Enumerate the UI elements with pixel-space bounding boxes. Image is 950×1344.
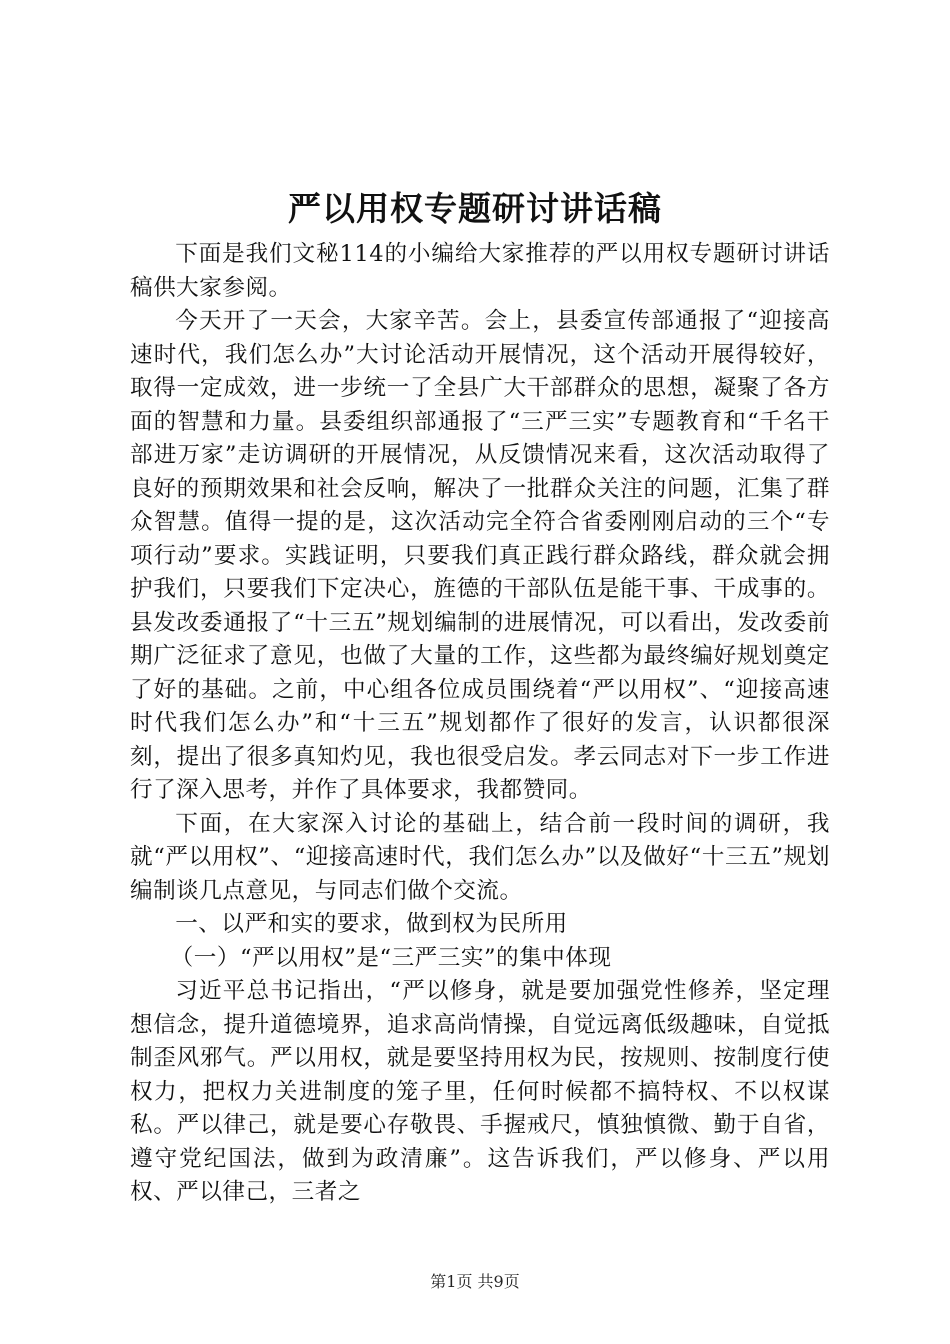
document-body bbox=[130, 238, 830, 1210]
page-footer: 第1页 共9页 bbox=[430, 1272, 520, 1291]
page-title: 严以用权专题研讨讲话稿 bbox=[288, 189, 662, 228]
intro-paragraph: 下面是我们文秘114的小编给大家推荐的严以用权专题研讨讲话稿供大家参阅。 bbox=[130, 241, 830, 301]
subsection-heading: （一）“严以用权”是“三严三实”的集中体现 bbox=[170, 944, 612, 971]
section-heading: 一、以严和实的要求，做到权为民所用 bbox=[175, 911, 568, 937]
body-paragraph: 今天开了一天会，大家辛苦。会上，县委宣传部通报了“迎接高速时代，我们怎么办”大讨论活动开展情况，这个活动开展得较好，取得一定成效，进一步统一了全县广大干部群众的思想，凝聚了各方面的智慧和力量。县委组织部通报了“三严三实”专题教育和“千名干部进万家”走访调研的开展情况，从反馈情况来看，这次活动取得了良好的预期效果和社会反响，解决了一批群众关注的问题，汇集了群众智慧。值得一提的是，这次活动完全符合省委刚刚启动的三个“专项行动”要求。实践证明，只要我们真正践行群众路线，群众就会拥护我们，只要我们下定决心，旌德的干部队伍是能干事、干成事的。县发改委通报了“十三五”规划编制的进展情况，可以看出，发改委前期广泛征求了意见，也做了大量的工作，这些都为最终编好规划奠定了好的基础。之前，中心组各位成员围绕着“严以用权”、“迎接高速时代我们怎么办”和“十三五”规划都作了很好的发言，认识都很深刻，提出了很多真知灼见，我也很受启发。孝云同志对下一步工作进行了深入思考，并作了具体要求，我都赞同。 bbox=[130, 308, 830, 803]
body-paragraph: 习近平总书记指出，“严以修身，就是要加强党性修养，坚定理想信念，提升道德境界，追求高尚情操，自觉远离低级趣味，自觉抵制歪风邪气。严以用权，就是要坚持用权为民，按规则、按制度行使权力，把权力关进制度的笼子里，任何时候都不搞特权、不以权谋私。严以律己，就是要心存敬畏、手握戒尺，慎独慎微、勤于自省，遵守党纪国法，做到为政清廉”。这告诉我们，严以修身、严以用权、严以律己，三者之 bbox=[130, 978, 830, 1205]
body-paragraph: 下面，在大家深入讨论的基础上，结合前一段时间的调研，我就“严以用权”、“迎接高速时代，我们怎么办”以及做好“十三五”规划编制谈几点意见，与同志们做个交流。 bbox=[130, 810, 830, 904]
